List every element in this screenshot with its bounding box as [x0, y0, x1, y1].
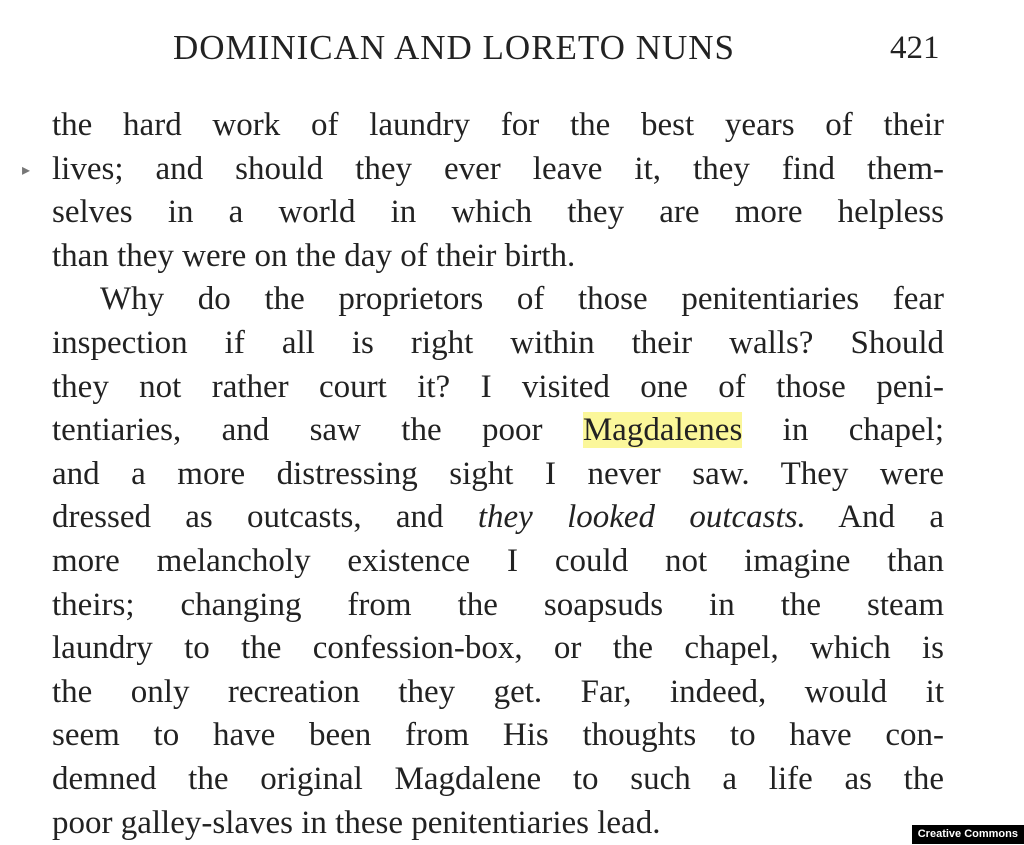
text-line [52, 758, 944, 802]
text-segment: more melancholy existence I could not imagine than [52, 543, 944, 579]
text-line [52, 322, 944, 366]
page-header [0, 28, 1024, 78]
text-line [52, 366, 944, 410]
body-text [52, 104, 944, 845]
text-line [52, 671, 944, 715]
text-segment: Why do the proprietors of those penitentiaries fear [100, 281, 944, 317]
text-line [52, 714, 944, 758]
text-segment: And a [806, 499, 944, 535]
text-segment: inspection if all is right within their walls? Should [52, 325, 944, 361]
text-line [52, 453, 944, 497]
text-segment: selves in a world in which they are more helpless [52, 194, 944, 230]
text-line [52, 278, 944, 322]
text-segment: they not rather court it? I visited one of those peni- [52, 369, 944, 405]
text-segment: in chapel; [742, 412, 944, 448]
margin-mark-icon: ▸ [22, 160, 30, 179]
text-segment: seem to have been from His thoughts to have con- [52, 717, 944, 753]
text-line [52, 235, 944, 279]
text-segment: the only recreation they get. Far, indeed, would it [52, 674, 944, 710]
text-segment: than they were on the day of their birth. [52, 238, 575, 274]
text-segment: the hard work of laundry for the best years of their [52, 107, 944, 143]
text-segment: laundry to the confession-box, or the chapel, which is [52, 630, 944, 666]
highlighted-word: Magdalenes [583, 412, 742, 448]
text-line [52, 496, 944, 540]
credit-label: Creative Commons [912, 825, 1024, 844]
text-line [52, 191, 944, 235]
text-line [52, 148, 944, 192]
text-segment: tentiaries, and saw the poor [52, 412, 583, 448]
text-segment: theirs; changing from the soapsuds in the steam [52, 587, 944, 623]
text-line [52, 802, 944, 845]
page-number: 421 [890, 30, 940, 67]
text-segment: demned the original Magdalene to such a life as the [52, 761, 944, 797]
text-segment: lives; and should they ever leave it, they find them- [52, 151, 944, 187]
text-line [52, 409, 944, 453]
text-line [52, 584, 944, 628]
text-segment: dressed as outcasts, and [52, 499, 478, 535]
text-line [52, 104, 944, 148]
text-segment: and a more distressing sight I never saw. They were [52, 456, 944, 492]
text-line [52, 627, 944, 671]
text-segment: poor galley-slaves in these penitentiaries lead. [52, 805, 660, 841]
italic-phrase: they looked outcasts. [478, 499, 806, 535]
text-line [52, 540, 944, 584]
running-head: DOMINICAN AND LORETO NUNS [173, 28, 735, 68]
